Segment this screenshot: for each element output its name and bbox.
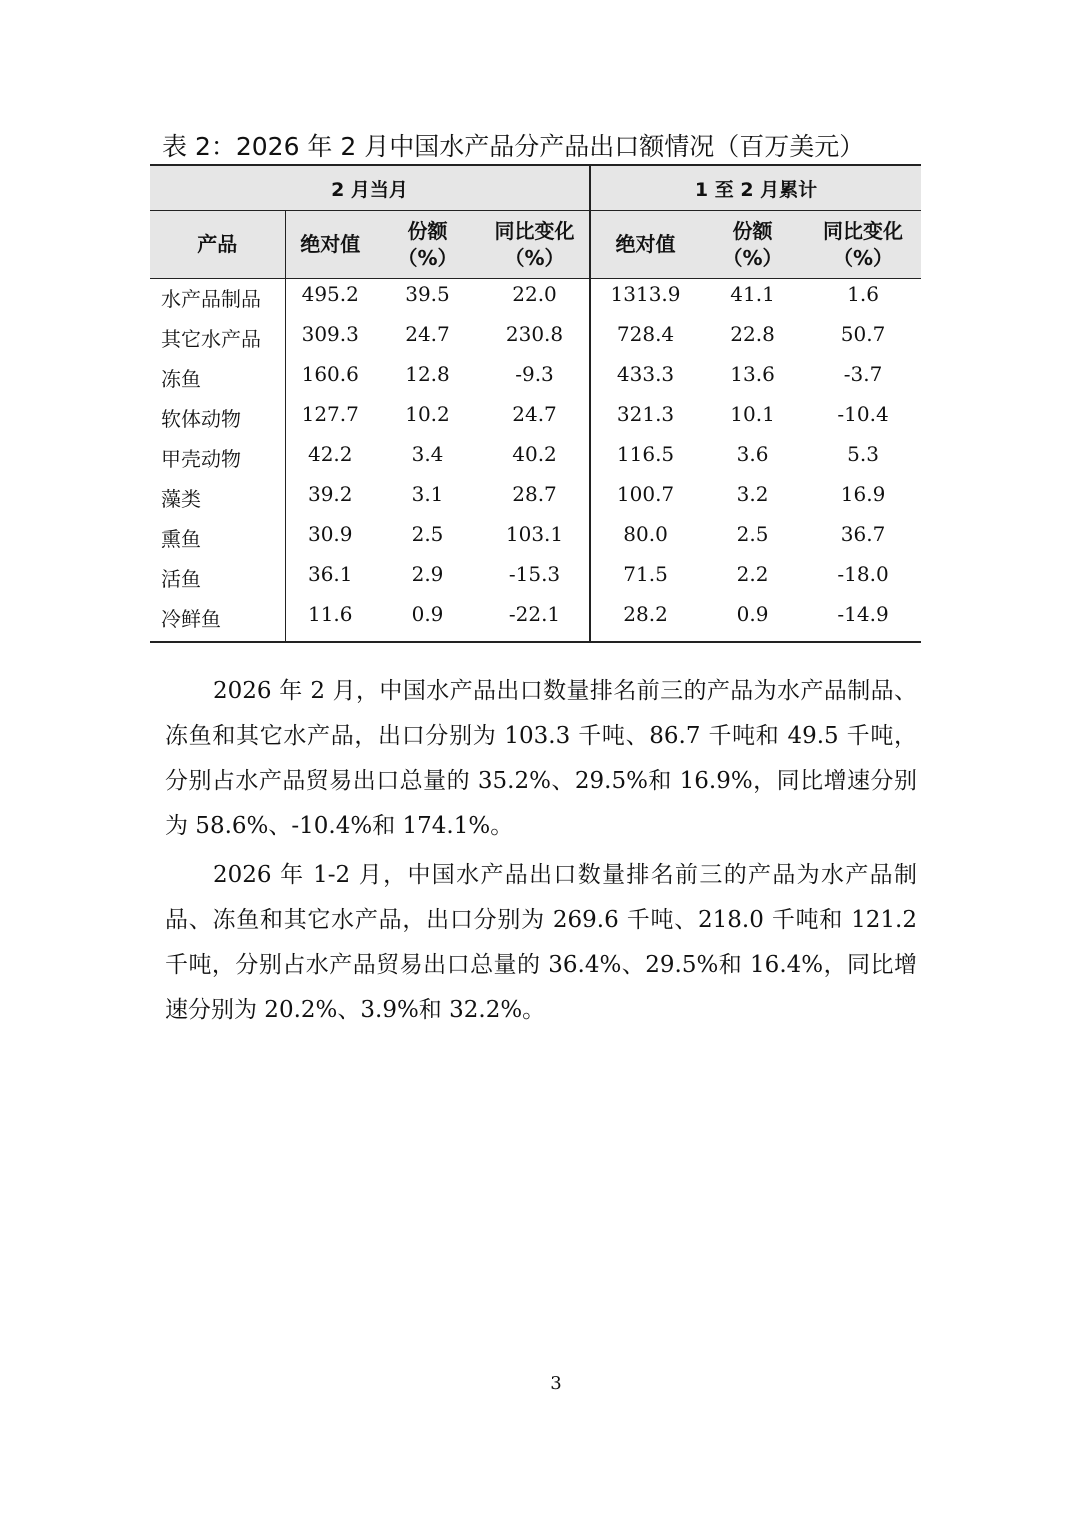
cell-month-absolute: 309.3 [285,319,375,359]
cell-cumulative-share: 3.6 [736,442,769,466]
cell-month-share: 2.5 [411,522,444,546]
cell-product: 甲壳动物 [161,447,241,471]
table-row [150,559,921,599]
cell-cumulative-share: 0.9 [700,599,805,642]
cell-cumulative-share: 3.2 [736,482,769,506]
cell-month-share: 24.7 [405,322,450,346]
cell-month-share: 39.5 [405,282,450,306]
header-cumulative-absolute: 绝对值 [590,211,700,279]
cell-cumulative-share: 2.2 [736,562,769,586]
cell-month-share: 3.4 [411,442,444,466]
cell-cumulative-absolute: 28.2 [590,599,700,642]
cell-cumulative-yoy: -10.4 [837,402,889,426]
cell-month-absolute: 160.6 [285,359,375,399]
cell-cumulative-absolute: 433.3 [590,359,700,399]
header-month-absolute: 绝对值 [285,211,375,279]
cell-cumulative-yoy: 5.3 [847,442,879,466]
cell-cumulative-share: 41.1 [730,282,775,306]
cell-cumulative-absolute: 100.7 [590,479,700,519]
table-row [150,399,921,439]
cell-month-share: 12.8 [405,362,450,386]
table-row [150,359,921,399]
cell-product: 藻类 [161,487,201,511]
table-row [150,319,921,359]
cell-cumulative-absolute: 321.3 [590,399,700,439]
table-title: 表 2：2026 年 2 月中国水产品分产品出口额情况（百万美元） [162,132,865,161]
cell-cumulative-share: 13.6 [730,362,775,386]
table-group-header-row [150,165,921,211]
cell-product: 其它水产品 [161,327,261,351]
cell-cumulative-yoy: -18.0 [837,562,889,586]
cell-product: 软体动物 [161,407,241,431]
cell-month-share: 2.9 [411,562,444,586]
cell-product: 水产品制品 [161,287,261,311]
cell-month-absolute: 42.2 [285,439,375,479]
cell-month-yoy: -15.3 [508,562,561,586]
cell-month-share: 3.1 [411,482,444,506]
cell-month-share: 0.9 [375,599,480,642]
export-table [150,164,921,643]
header-month-yoy: 同比变化 （%） [480,211,590,279]
cell-month-yoy: -9.3 [515,362,554,386]
cell-month-absolute: 39.2 [285,479,375,519]
cell-cumulative-absolute: 80.0 [590,519,700,559]
cell-cumulative-share: 2.5 [736,522,769,546]
cell-product: 熏鱼 [161,527,201,551]
cell-cumulative-absolute: 116.5 [590,439,700,479]
cell-product: 活鱼 [161,567,201,591]
paragraph-month-summary: 2026 年 2 月，中国水产品出口数量排名前三的产品为水产品制品、冻鱼和其它水产品，出口分别为 103.3 千吨、86.7 千吨和 49.5 千吨，分别占水产品贸易出口总量的 35.2%、29.5%和 16.9%，同比增速分别为 58.6%、-10.4%和 174.1%。 [165,678,917,839]
cell-product: 冷鲜鱼 [150,599,285,642]
table-row [150,439,921,479]
table-row [150,279,921,320]
cell-month-yoy: 40.2 [512,442,557,466]
cell-cumulative-absolute: 1313.9 [590,279,700,320]
cell-cumulative-yoy: 16.9 [840,482,886,506]
table-body [150,279,921,643]
header-cumulative-share: 份额 （%） [700,211,805,279]
table-sub-header-row [150,211,921,279]
header-cumulative-yoy: 同比变化 （%） [805,211,921,279]
group-header-cumulative: 1 至 2 月累计 [590,165,921,211]
cell-month-yoy: 103.1 [505,522,564,546]
group-header-month: 2 月当月 [150,165,590,211]
cell-month-yoy: 230.8 [505,322,564,346]
cell-cumulative-yoy: -14.9 [805,599,921,642]
cell-cumulative-share: 22.8 [730,322,775,346]
cell-month-absolute: 11.6 [285,599,375,642]
cell-month-yoy: 22.0 [512,282,557,306]
cell-month-absolute: 495.2 [285,279,375,320]
cell-cumulative-yoy: 1.6 [847,282,879,306]
cell-month-absolute: 36.1 [285,559,375,599]
cell-month-share: 10.2 [405,402,450,426]
header-month-share: 份额 （%） [375,211,480,279]
cell-month-absolute: 30.9 [285,519,375,559]
page-number: 3 [550,1373,562,1394]
cell-cumulative-absolute: 728.4 [590,319,700,359]
cell-month-absolute: 127.7 [285,399,375,439]
cell-product: 冻鱼 [161,367,201,391]
cell-month-yoy: 24.7 [512,402,557,426]
paragraph-cumulative-summary: 2026 年 1-2 月，中国水产品出口数量排名前三的产品为水产品制品、冻鱼和其它水产品，出口分别为 269.6 千吨、218.0 千吨和 121.2 千吨，分别占水产品贸易出口总量的 36.4%、29.5%和 16.4%，同比增速分别为 20.2%、3.9%和 32.2%。 [165,862,917,1023]
table-row [150,519,921,559]
table-row [150,599,921,642]
cell-cumulative-absolute: 71.5 [590,559,700,599]
cell-month-yoy: -22.1 [480,599,590,642]
cell-cumulative-yoy: 36.7 [840,522,886,546]
table-row [150,479,921,519]
header-product: 产品 [150,211,285,279]
cell-cumulative-yoy: 50.7 [840,322,886,346]
cell-cumulative-share: 10.1 [730,402,775,426]
cell-month-yoy: 28.7 [512,482,557,506]
cell-cumulative-yoy: -3.7 [843,362,883,386]
